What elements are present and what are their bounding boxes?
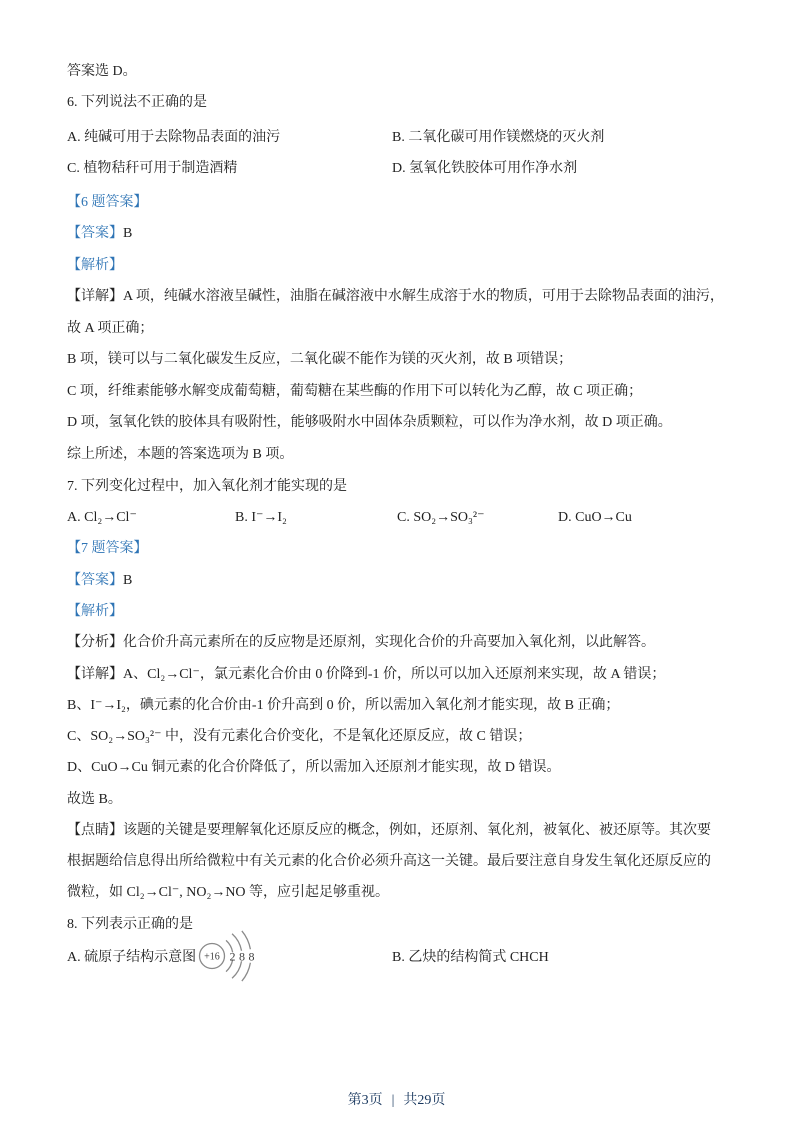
shell3-arc-lower	[242, 963, 251, 981]
q6-option-c: C. 植物秸秆可用于制造酒精	[67, 161, 238, 176]
q7-option-d: D. CuO→Cu	[558, 510, 632, 525]
q6-stem: 6. 下列说法不正确的是	[67, 95, 207, 110]
q8-stem: 8. 下列表示正确的是	[67, 917, 193, 932]
shell1-electron-count: 2	[229, 949, 236, 964]
q7-note-line: 微粒，如 Cl₂→Cl⁻, NO₂→NO 等，应引起足够重视。	[67, 885, 390, 900]
footer-separator: |	[391, 1093, 395, 1108]
shell2-arc-lower	[232, 961, 241, 978]
shell3-arc-upper	[242, 931, 251, 949]
q6-answer-value: B	[123, 226, 133, 241]
shell3-electron-count: 8	[248, 949, 255, 964]
q6-answer-line	[67, 225, 132, 243]
q8-option-b: B. 乙炔的结构简式 CHCH	[392, 950, 549, 965]
q7-detail-line: D、CuO→Cu 铜元素的化合价降低了，所以需加入还原剂才能实现，故 D 错误。	[67, 760, 561, 775]
q6-detail-line: 综上所述，本题的答案选项为 B 项。	[67, 447, 294, 462]
q8-option-a: A. 硫原子结构示意图	[67, 950, 197, 965]
q6-detail-line: 故 A 项正确；	[67, 321, 154, 336]
q7-option-a: A. Cl₂→Cl⁻	[67, 510, 137, 525]
q7-option-b: B. I⁻→I₂	[235, 510, 287, 525]
q7-answer-header: 【7 题答案】	[67, 541, 148, 556]
q7-note-line: 【点睛】该题的关键是要理解氧化还原反应的概念，例如，还原剂、氧化剂，被氧化、被还原等。其次要	[67, 823, 711, 838]
nucleus-charge-label: +16	[204, 951, 220, 963]
q6-detail-line: B 项，镁可以与二氧化碳发生反应，二氧化碳不能作为镁的灭火剂，故 B 项错误；	[67, 352, 573, 367]
q7-answer-label: 【答案】	[67, 573, 123, 588]
q7-note-line: 根据题给信息得出所给微粒中有关元素的化合价必须升高这一关键。最后要注意自身发生氧化还原反应的	[67, 854, 711, 869]
q7-detail-line: B、I⁻→I₂，碘元素的化合价由-1 价升高到 0 价，所以需加入氧化剂才能实现，故 B 正确；	[67, 698, 620, 713]
q7-analysis-label: 【解析】	[67, 604, 123, 619]
q7-answer-line	[67, 572, 132, 590]
shell2-arc-upper	[232, 934, 241, 951]
page-footer	[0, 1092, 793, 1110]
q6-option-d: D. 氢氧化铁胶体可用作净水剂	[392, 161, 578, 176]
atomic-structure-diagram	[198, 929, 264, 983]
q7-option-c: C. SO₂→SO₃²⁻	[397, 510, 485, 525]
footer-total-pages: 共29页	[403, 1093, 446, 1108]
q7-detail-line: C、SO₂→SO₃²⁻ 中，没有元素化合价变化，不是氧化还原反应，故 C 错误；	[67, 729, 532, 744]
q6-analysis-label: 【解析】	[67, 258, 123, 273]
q7-analysis-line: 【分析】化合价升高元素所在的反应物是还原剂，实现化合价的升高要加入氧化剂，以此解答。	[67, 635, 655, 650]
q6-option-a: A. 纯碱可用于去除物品表面的油污	[67, 130, 281, 145]
q7-detail-line: 故选 B。	[67, 792, 122, 807]
footer-page-number: 第3页	[347, 1093, 383, 1108]
q7-answer-value: B	[123, 573, 133, 588]
q6-detail-line: D 项，氢氧化铁的胶体具有吸附性，能够吸附水中固体杂质颗粒，可以作为净水剂，故 D 项正确。	[67, 415, 672, 430]
q7-detail-line: 【详解】A、Cl₂→Cl⁻，氯元素化合价由 0 价降到-1 价，所以可以加入还原剂来实现，故 A 错误；	[67, 667, 666, 682]
q7-stem: 7. 下列变化过程中，加入氧化剂才能实现的是	[67, 479, 347, 494]
q6-option-b: B. 二氧化碳可用作镁燃烧的灭火剂	[392, 130, 605, 145]
shell2-electron-count: 8	[239, 949, 245, 964]
prev-answer-line: 答案选 D。	[67, 64, 137, 79]
q6-detail-line: C 项，纤维素能够水解变成葡萄糖，葡萄糖在某些酶的作用下可以转化为乙醇，故 C 项正确；	[67, 384, 643, 399]
q6-detail-line: 【详解】A 项，纯碱水溶液呈碱性，油脂在碱溶液中水解生成溶于水的物质，可用于去除物品表面的油污，	[67, 289, 724, 304]
q6-answer-label: 【答案】	[67, 226, 123, 241]
q6-answer-header: 【6 题答案】	[67, 195, 148, 210]
